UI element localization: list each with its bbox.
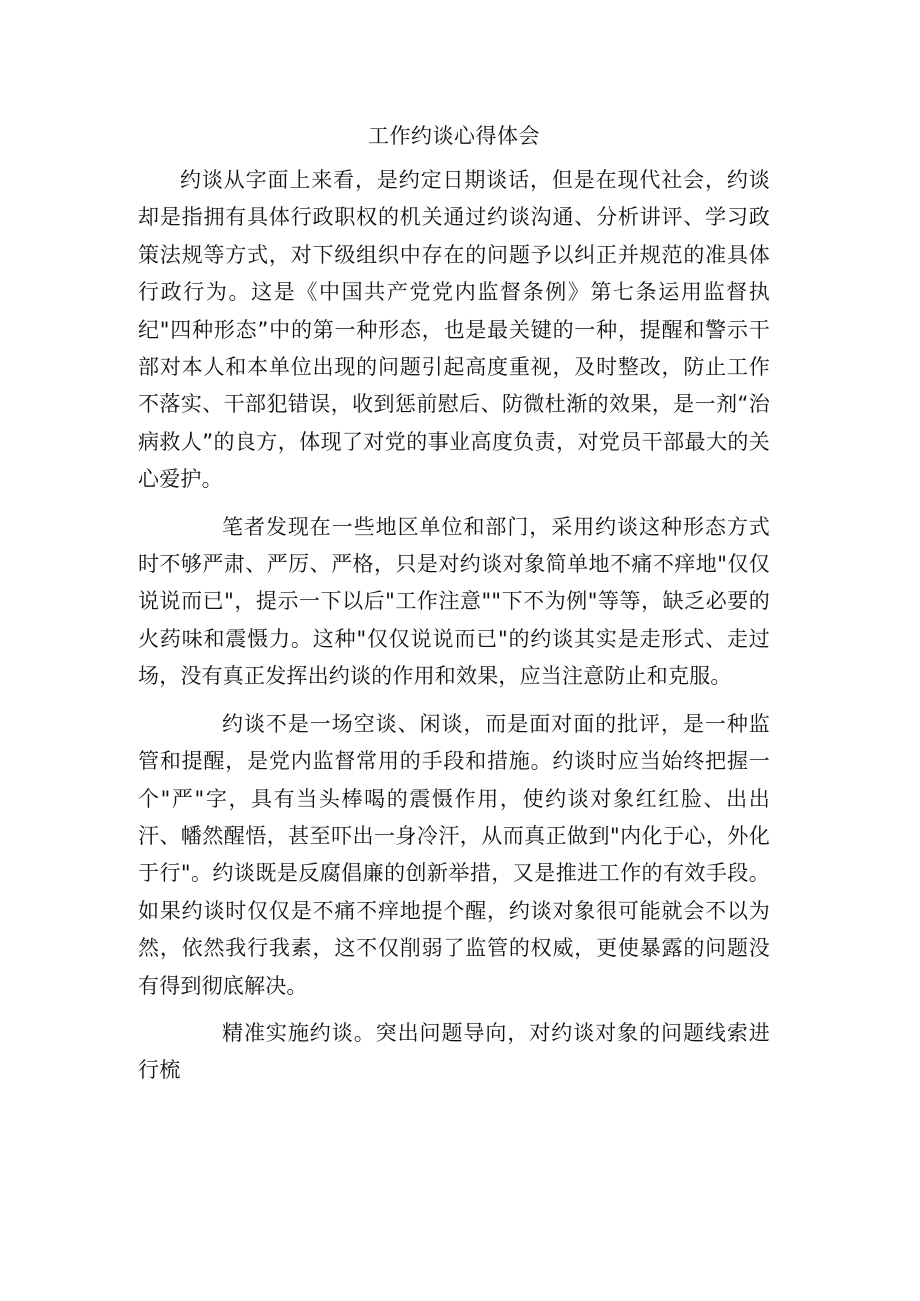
document-title: 工作约谈心得体会 xyxy=(368,124,540,148)
paragraph-1: 约谈从字面上来看，是约定日期谈话，但是在现代社会，约谈却是指拥有具体行政职权的机关通过约谈沟通、分析讲评、学习政策法规等方式，对下级组织中存在的问题予以纠正并规范的准具体行政行为。这是《中国共产党党内监督条例》第七条运用监督执纪"四种形态”中的第一种形态，也是最关键的一种，提醒和警示干部对本人和本单位出现的问题引起高度重视，及时整改，防止工作不落实、干部犯错误，收到惩前慰后、防微杜渐的效果，是一剂“治病救人”的良方，体现了对党的事业高度负责，对党员干部最大的关心爱护。 xyxy=(138,168,770,492)
paragraph-3: 约谈不是一场空谈、闲谈，而是面对面的批评，是一种监管和提醒，是党内监督常用的手段和措施。约谈时应当始终把握一个"严"字，具有当头棒喝的震慑作用，使约谈对象红红脸、出出汗、幡然醒悟，甚至吓出一身冷汗，从而真正做到"内化于心，外化于行"。约谈既是反腐倡廉的创新举措，又是推进工作的有效手段。如果约谈时仅仅是不痛不痒地提个醒，约谈对象很可能就会不以为然，依然我行我素，这不仅削弱了监管的权威，更使暴露的问题没有得到彻底解决。 xyxy=(138,711,770,998)
document-page xyxy=(138,118,770,1090)
paragraph-2: 笔者发现在一些地区单位和部门，采用约谈这种形态方式时不够严肃、严厉、严格，只是对约谈对象简单地不痛不痒地"仅仅说说而已"，提示一下以后"工作注意""下不为例"等等，缺乏必要的火药味和震慑力。这种"仅仅说说而已"的约谈其实是走形式、走过场，没有真正发挥出约谈的作用和效果，应当注意防止和克服。 xyxy=(138,514,770,689)
paragraph-4: 精准实施约谈。突出问题导向，对约谈对象的问题线索进行梳 xyxy=(138,1020,770,1083)
